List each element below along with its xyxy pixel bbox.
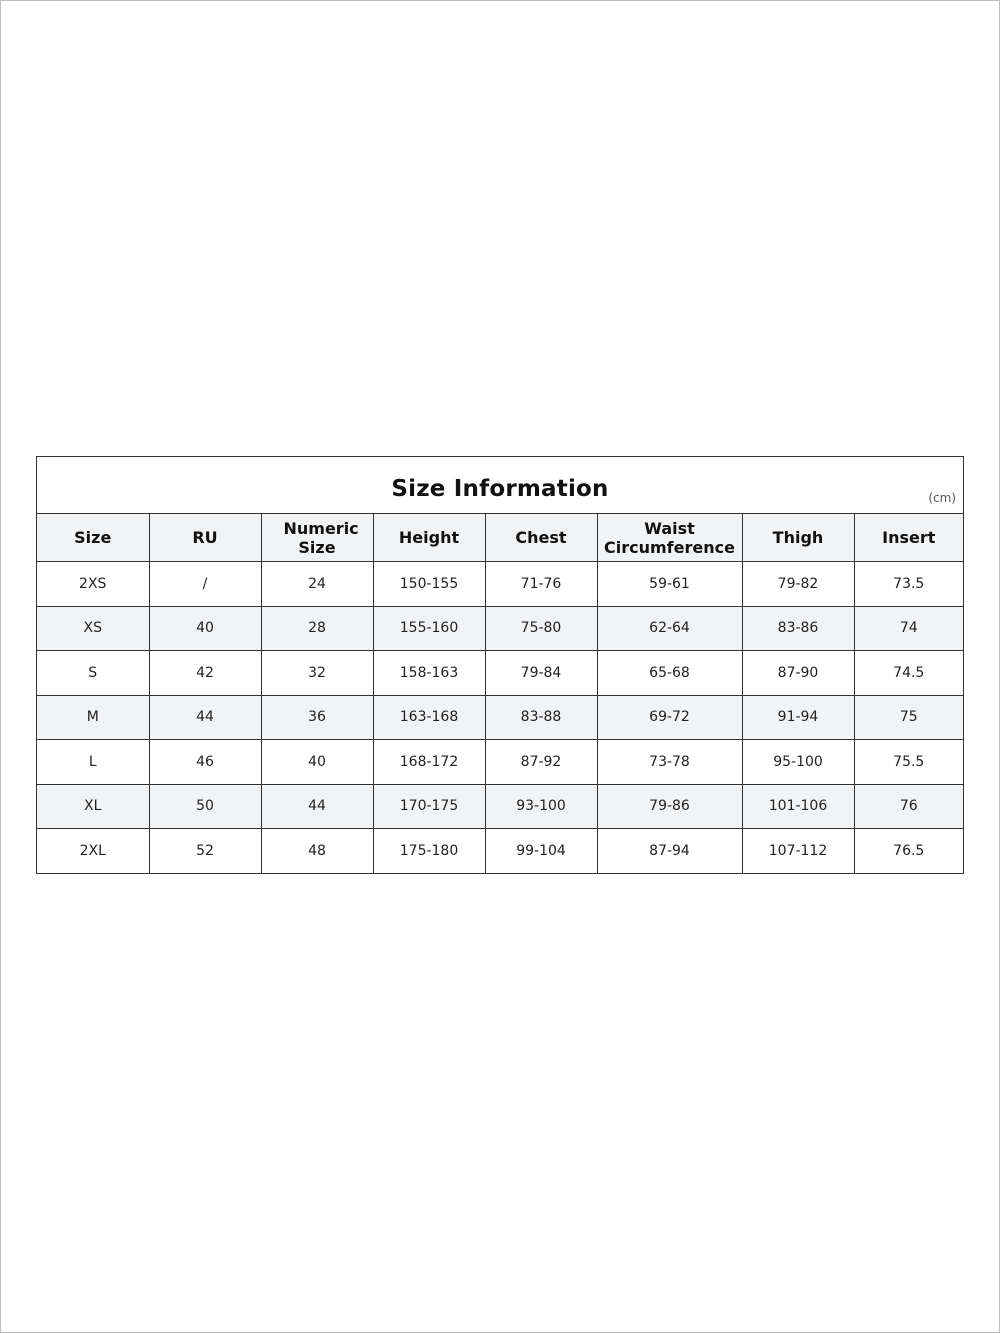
cell-height: 158-163 — [373, 651, 485, 696]
cell-chest: 87-92 — [485, 740, 597, 785]
cell-thigh: 83-86 — [742, 606, 854, 651]
cell-numeric-size: 28 — [261, 606, 373, 651]
header-waist-circumference: Waist Circumference — [597, 514, 742, 562]
header-ru: RU — [149, 514, 261, 562]
cell-ru: 40 — [149, 606, 261, 651]
header-thigh: Thigh — [742, 514, 854, 562]
cell-thigh: 87-90 — [742, 651, 854, 696]
unit-label: (cm) — [928, 491, 956, 505]
cell-insert: 75.5 — [854, 740, 963, 785]
table-row — [37, 784, 963, 829]
cell-numeric-size: 44 — [261, 784, 373, 829]
cell-waist-circumference: 79-86 — [597, 784, 742, 829]
title-row — [37, 457, 963, 514]
cell-chest: 75-80 — [485, 606, 597, 651]
table-row — [37, 695, 963, 740]
cell-waist-circumference: 59-61 — [597, 562, 742, 607]
cell-chest: 71-76 — [485, 562, 597, 607]
cell-numeric-size: 40 — [261, 740, 373, 785]
cell-thigh: 91-94 — [742, 695, 854, 740]
cell-size: 2XL — [37, 829, 149, 873]
cell-chest: 93-100 — [485, 784, 597, 829]
cell-ru: 44 — [149, 695, 261, 740]
cell-ru: 46 — [149, 740, 261, 785]
cell-insert: 75 — [854, 695, 963, 740]
cell-thigh: 79-82 — [742, 562, 854, 607]
cell-thigh: 101-106 — [742, 784, 854, 829]
header-size: Size — [37, 514, 149, 562]
header-chest: Chest — [485, 514, 597, 562]
cell-ru: 42 — [149, 651, 261, 696]
chart-title: Size Information — [391, 476, 609, 502]
table-row — [37, 740, 963, 785]
header-numeric-size: Numeric Size — [261, 514, 373, 562]
table-row — [37, 651, 963, 696]
size-chart — [36, 456, 964, 874]
cell-waist-circumference: 69-72 — [597, 695, 742, 740]
cell-waist-circumference: 87-94 — [597, 829, 742, 873]
cell-thigh: 107-112 — [742, 829, 854, 873]
cell-size: S — [37, 651, 149, 696]
header-insert: Insert — [854, 514, 963, 562]
cell-numeric-size: 32 — [261, 651, 373, 696]
cell-ru: 50 — [149, 784, 261, 829]
cell-ru: / — [149, 562, 261, 607]
cell-insert: 73.5 — [854, 562, 963, 607]
header-height: Height — [373, 514, 485, 562]
cell-ru: 52 — [149, 829, 261, 873]
cell-size: XL — [37, 784, 149, 829]
header-row — [37, 514, 963, 562]
cell-size: XS — [37, 606, 149, 651]
cell-thigh: 95-100 — [742, 740, 854, 785]
cell-waist-circumference: 73-78 — [597, 740, 742, 785]
cell-insert: 74.5 — [854, 651, 963, 696]
cell-chest: 99-104 — [485, 829, 597, 873]
cell-numeric-size: 36 — [261, 695, 373, 740]
cell-size: 2XS — [37, 562, 149, 607]
cell-numeric-size: 24 — [261, 562, 373, 607]
cell-size: M — [37, 695, 149, 740]
cell-numeric-size: 48 — [261, 829, 373, 873]
cell-height: 175-180 — [373, 829, 485, 873]
cell-chest: 83-88 — [485, 695, 597, 740]
cell-height: 163-168 — [373, 695, 485, 740]
cell-insert: 76.5 — [854, 829, 963, 873]
cell-height: 168-172 — [373, 740, 485, 785]
table-row — [37, 606, 963, 651]
cell-insert: 76 — [854, 784, 963, 829]
cell-height: 150-155 — [373, 562, 485, 607]
table-row — [37, 829, 963, 873]
table-body — [37, 562, 963, 873]
table-row — [37, 562, 963, 607]
cell-chest: 79-84 — [485, 651, 597, 696]
cell-waist-circumference: 65-68 — [597, 651, 742, 696]
cell-size: L — [37, 740, 149, 785]
cell-insert: 74 — [854, 606, 963, 651]
cell-waist-circumference: 62-64 — [597, 606, 742, 651]
cell-height: 155-160 — [373, 606, 485, 651]
cell-height: 170-175 — [373, 784, 485, 829]
size-table — [37, 514, 963, 873]
